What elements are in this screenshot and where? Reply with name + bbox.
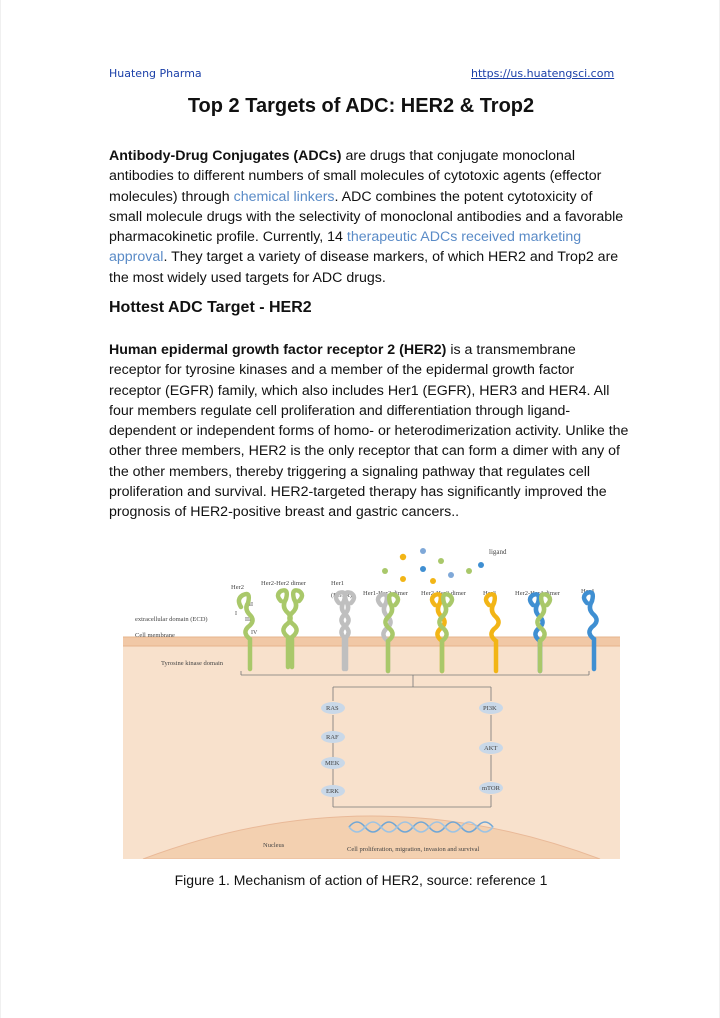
her2-mechanism-figure bbox=[123, 541, 620, 859]
label-her2: Her2 bbox=[231, 584, 244, 591]
label-her2-her2: Her2-Her2 dimer bbox=[261, 580, 306, 587]
ligand-label: ligand bbox=[489, 548, 507, 556]
label-her1: Her1 bbox=[331, 580, 344, 587]
intro-text-3: . They target a variety of disease markers, of which HER2 and Trop2 are the most widely used targets for ADC drugs. bbox=[109, 249, 619, 286]
node-pi3k: PI3K bbox=[483, 705, 497, 712]
outcome-label: Cell proliferation, migration, invasion and survival bbox=[347, 846, 480, 853]
intro-bold-term: Antibody-Drug Conjugates (ADCs) bbox=[109, 148, 342, 164]
node-mtor: mTOR bbox=[482, 785, 500, 792]
node-ras: RAS bbox=[326, 705, 339, 712]
node-raf: RAF bbox=[326, 734, 339, 741]
her2-bold-term: Human epidermal growth factor receptor 2 (HER2) bbox=[109, 342, 447, 358]
domain-iv: IV bbox=[251, 630, 258, 636]
node-akt: AKT bbox=[484, 745, 498, 752]
figure-caption: Figure 1. Mechanism of action of HER2, source: reference 1 bbox=[174, 872, 548, 888]
header-company: Huateng Pharma bbox=[109, 67, 202, 80]
label-her3: Her3 bbox=[483, 590, 496, 597]
page-title: Top 2 Targets of ADC: HER2 & Trop2 bbox=[187, 95, 535, 117]
her2-diagram bbox=[123, 541, 620, 859]
domain-iii: III bbox=[245, 617, 251, 623]
header-website-link[interactable]: https://us.huatengsci.com bbox=[471, 67, 615, 80]
label-her4: Her4 bbox=[581, 588, 594, 595]
her2-paragraph bbox=[109, 340, 629, 523]
intro-text-2: . ADC combines the potent cytotoxicity of small molecule drugs with the selectivity of monoclonal antibodies and a favorable pharmacokinetic profile. Currently, 14 bbox=[109, 188, 624, 246]
label-her2-her3: Her2-Her3 dimer bbox=[421, 590, 466, 597]
tk-domain-label: Tyrosine kinase domain bbox=[161, 660, 224, 667]
approved-adcs-link[interactable]: therapeutic ADCs received marketing approval bbox=[109, 229, 582, 266]
domain-ii: II bbox=[249, 602, 253, 608]
chemical-linkers-link[interactable]: chemical linkers bbox=[233, 188, 335, 205]
ecd-label: extracellular domain (ECD) bbox=[135, 616, 208, 623]
label-her1-her2: Her1-Her2 dimer bbox=[363, 590, 408, 597]
label-her2-her4: Her2-Her4 dimer bbox=[515, 590, 560, 597]
intro-text-1: are drugs that conjugate monoclonal antibodies to different numbers of small molecules of cytotoxic agents (effector molecules) through bbox=[109, 148, 602, 205]
domain-i: I bbox=[235, 611, 237, 617]
node-mek: MEK bbox=[325, 760, 340, 767]
intro-paragraph bbox=[109, 146, 629, 288]
nucleus-label: Nucleus bbox=[263, 842, 285, 849]
label-egfr: (EGFR) bbox=[331, 592, 352, 599]
node-erk: ERK bbox=[326, 788, 339, 795]
membrane-label: Cell membrane bbox=[135, 632, 175, 639]
section-heading: Hottest ADC Target - HER2 bbox=[109, 299, 312, 316]
her2-text: is a transmembrane receptor for tyrosine kinases and a member of the epidermal growth factor receptor (EGFR) family, which also includes Her1 (EGFR), HER3 and HER4. All four members regulate cell proliferation and differentiation through ligand-dependent or independent forms of homo- or heterodimerization activity. Unlike the other three members, HER2 is the only receptor that can form a dimer with any of the other members, thereby triggering a signaling pathway that regulates cell proliferation and survival. HER2-targeted therapy has significantly improved the prognosis of HER2-positive breast and gastric cancers.. bbox=[109, 342, 629, 521]
